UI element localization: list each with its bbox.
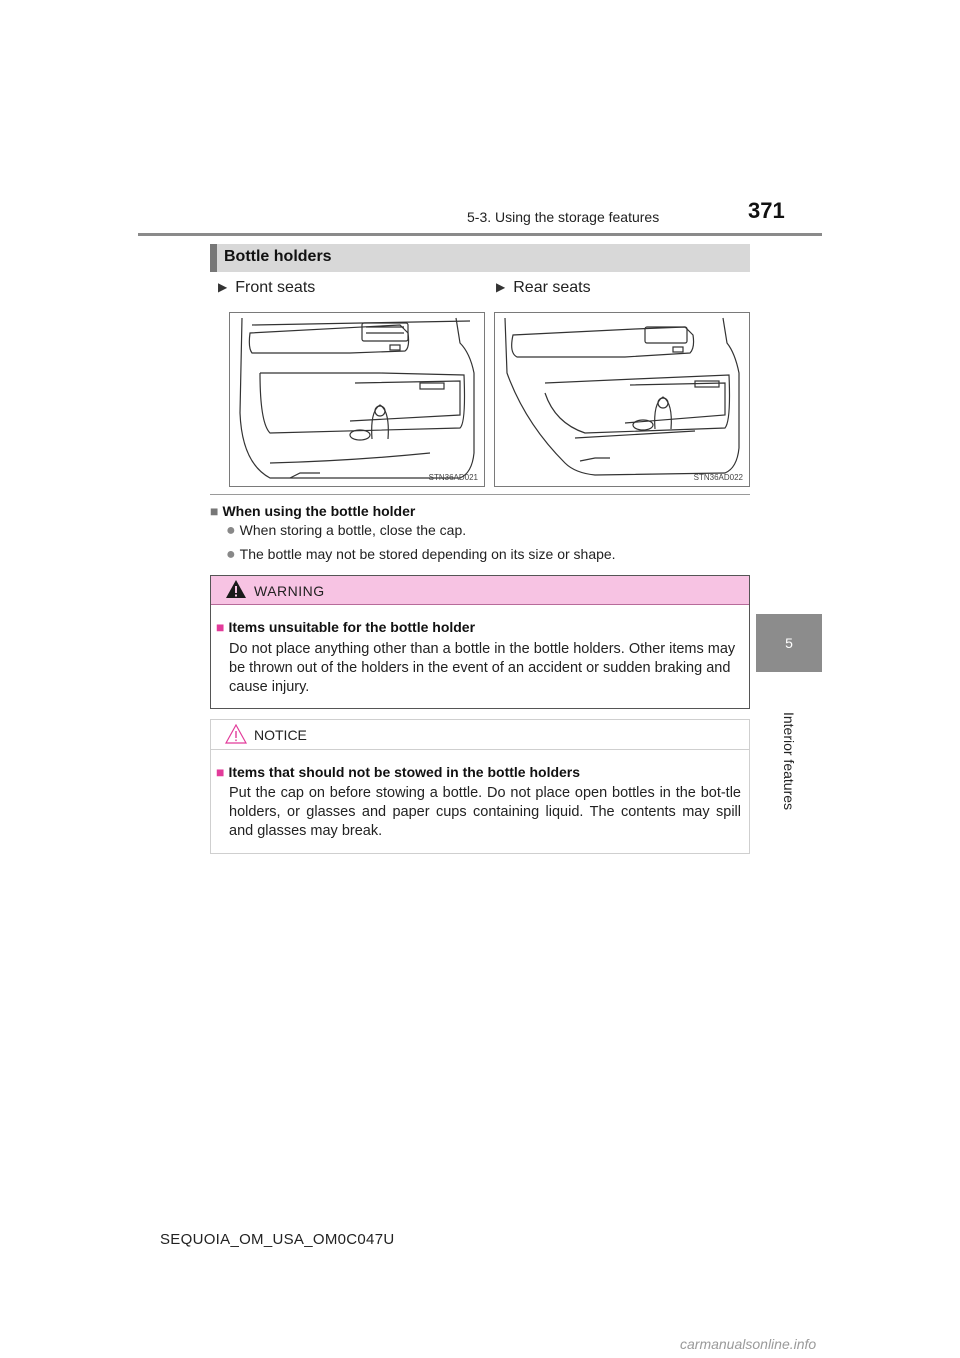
warning-subheading: [216, 619, 475, 635]
caution-triangle-icon: [225, 724, 247, 744]
usage-heading: [210, 503, 415, 519]
chapter-tab-number: [756, 614, 822, 672]
page-number: 371: [748, 198, 785, 223]
front-seats-text: Front seats: [235, 279, 316, 296]
warning-triangle-icon: [225, 579, 247, 599]
rear-seats-label: [496, 279, 591, 297]
rear-seats-text: Rear seats: [513, 279, 591, 296]
rear-door-illustration: [494, 312, 750, 487]
chapter-number: 5: [785, 635, 793, 651]
figure-divider: [210, 494, 750, 495]
notice-title: NOTICE: [254, 727, 307, 743]
warning-subheading-text: Items unsuitable for the bottle holder: [228, 619, 476, 635]
list-item: [226, 546, 616, 564]
square-bullet-icon: ■: [216, 764, 225, 780]
section-heading: Bottle holders: [224, 248, 332, 265]
document-footer: SEQUOIA_OM_USA_OM0C047U: [160, 1231, 395, 1248]
front-door-illustration: [229, 312, 485, 487]
header-rule: [138, 233, 822, 236]
circle-bullet-icon: ●: [226, 522, 236, 539]
triangle-bullet-icon: ▶: [496, 280, 506, 294]
square-bullet-icon: ■: [216, 619, 225, 635]
figure-code-front: STN36AD021: [428, 473, 478, 482]
notice-header-divider: [211, 749, 749, 750]
watermark: carmanualsonline.info: [680, 1336, 817, 1352]
list-item: [226, 522, 466, 540]
circle-bullet-icon: ●: [226, 546, 236, 563]
list-item-text: The bottle may not be stored depending on its size or shape.: [239, 546, 616, 562]
notice-body: Put the cap on before stowing a bottle. Do not place open bottles in the bot-tle holders, or glasses and paper cups containing liquid. The contents may spill and glasses may break.: [229, 785, 741, 839]
square-bullet-icon: ■: [210, 503, 219, 519]
front-door-drawing: [230, 313, 486, 488]
warning-body: Do not place anything other than a bottle in the bottle holders. Other items may be thrown out of the holders in the event of an accident or sudden braking and cause injury.: [229, 641, 736, 695]
section-title: 5-3. Using the storage features: [467, 209, 660, 225]
triangle-bullet-icon: ▶: [218, 280, 228, 294]
rear-door-drawing: [495, 313, 751, 488]
notice-subheading: [216, 764, 580, 780]
notice-subheading-text: Items that should not be stowed in the bottle holders: [228, 764, 581, 780]
usage-heading-text: When using the bottle holder: [222, 503, 416, 519]
front-seats-label: [218, 279, 315, 297]
chapter-tab-label: [756, 676, 822, 846]
chapter-title: Interior features: [781, 711, 797, 811]
list-item-text: When storing a bottle, close the cap.: [239, 522, 467, 538]
warning-title: WARNING: [254, 583, 325, 599]
figure-code-rear: STN36AD022: [693, 473, 743, 482]
